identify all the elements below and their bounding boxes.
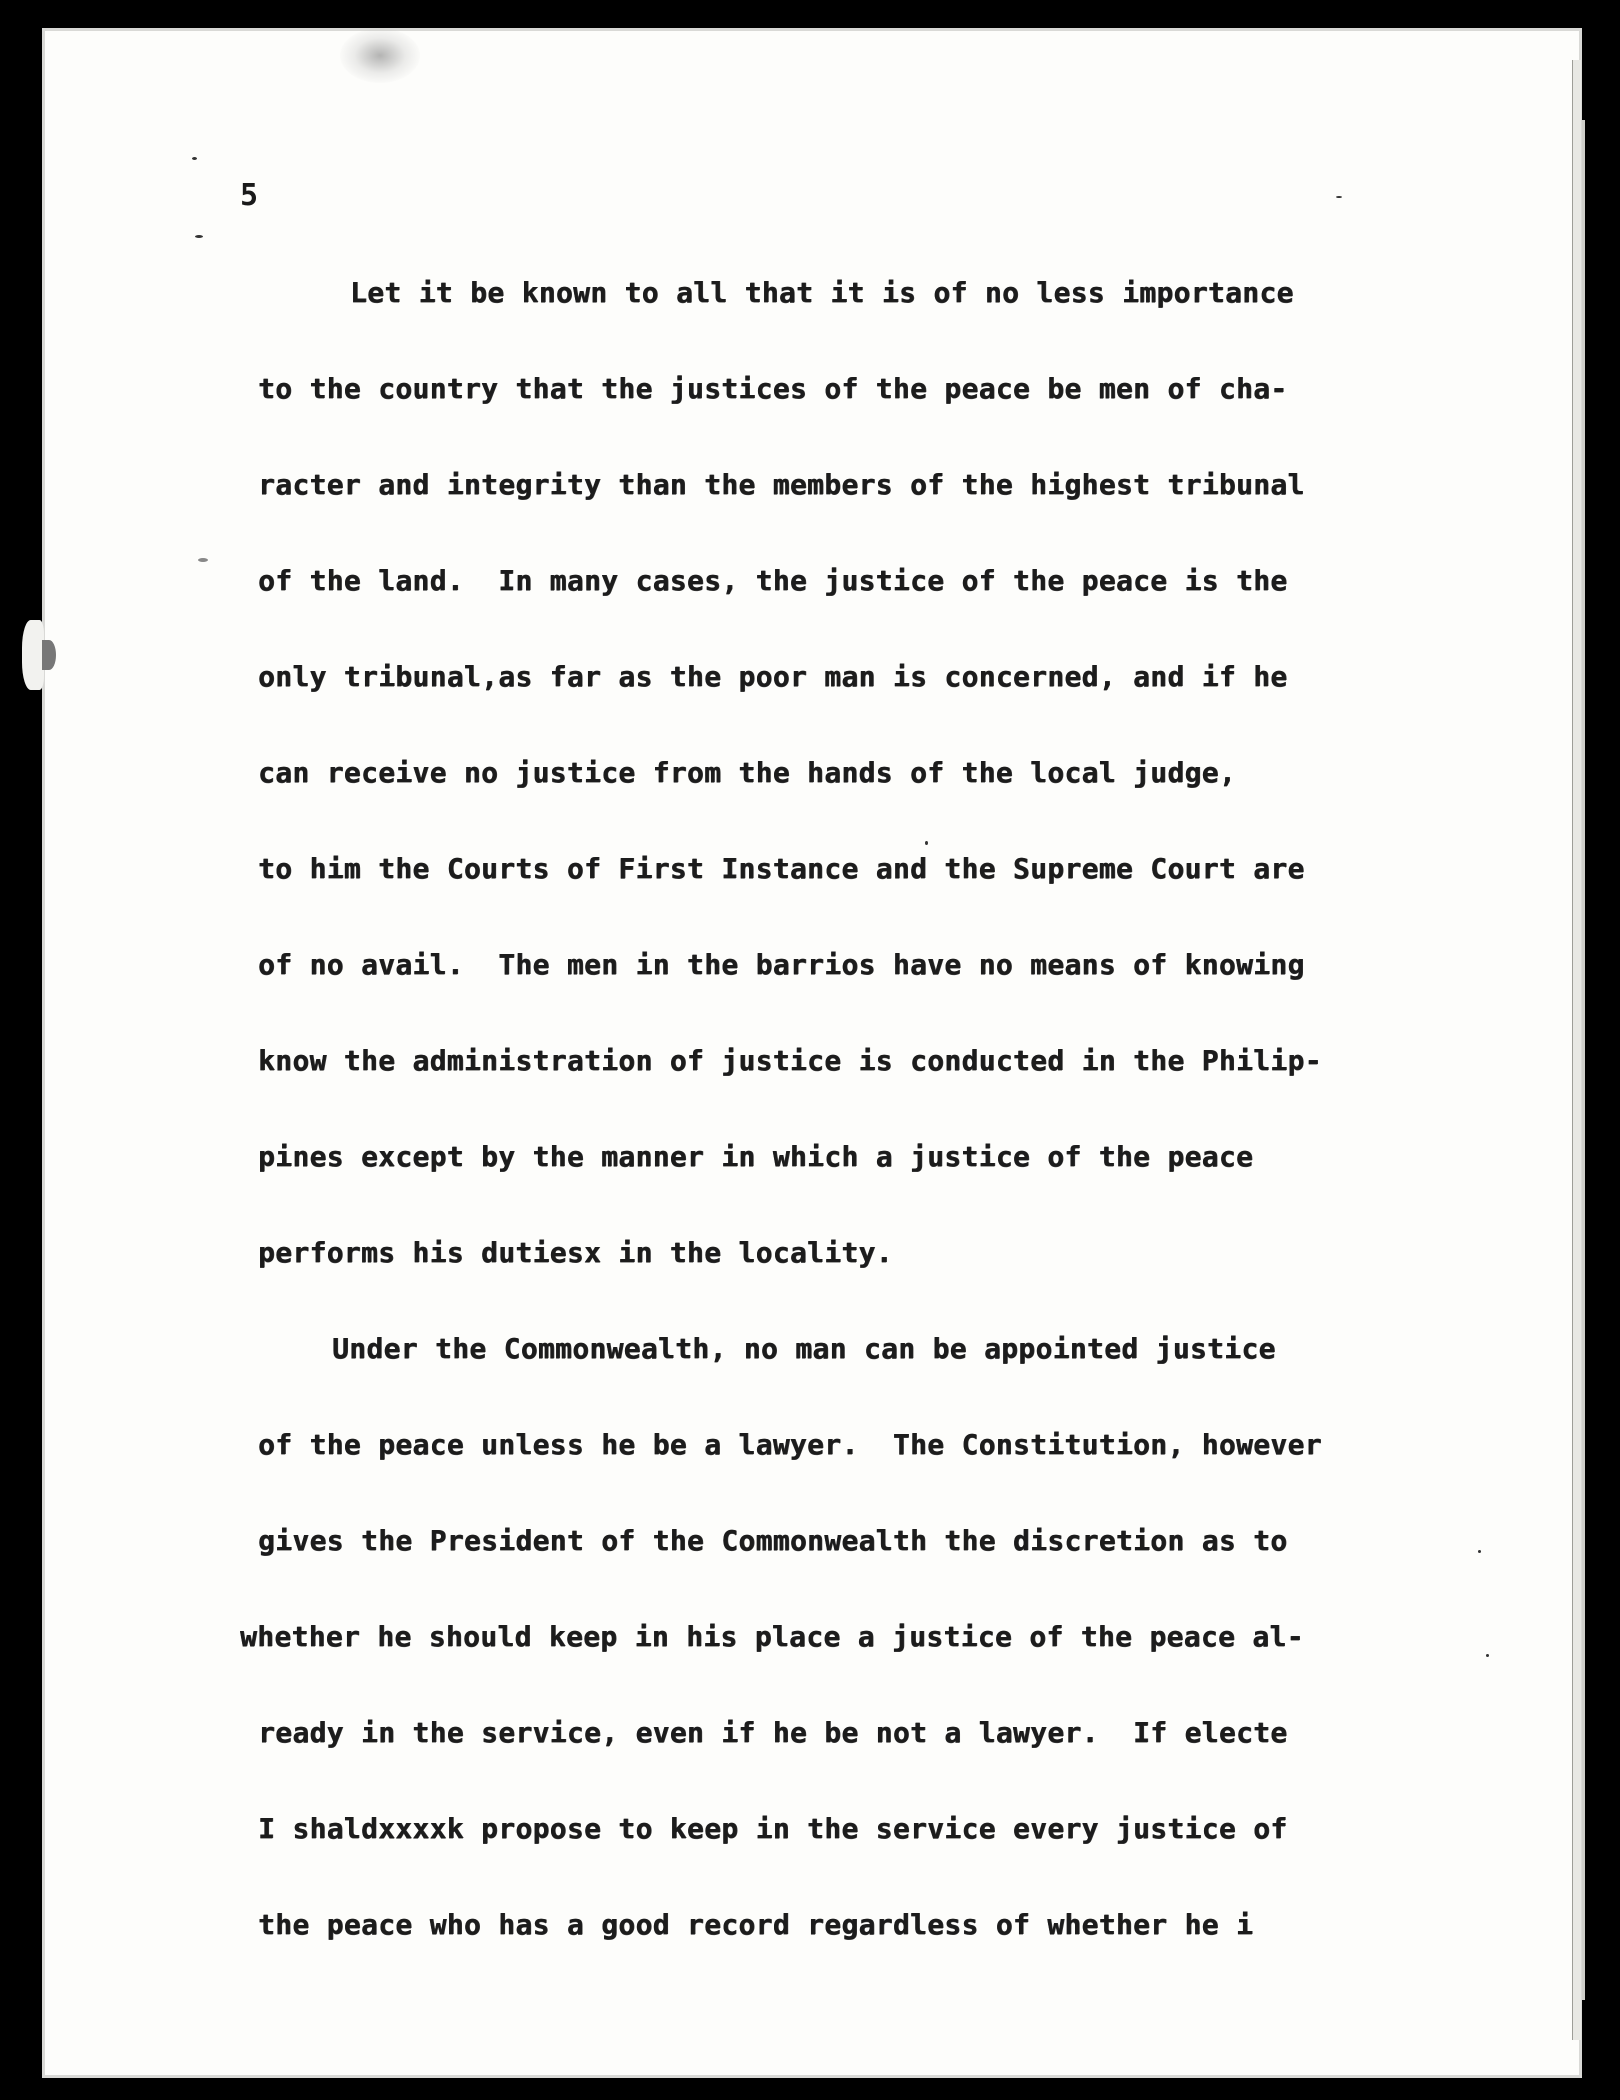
text-line: pines except by the manner in which a justice of the peace [258, 1140, 1254, 1173]
dust-speck [198, 558, 208, 562]
dust-speck [1478, 1550, 1481, 1553]
text-line: racter and integrity than the members of the highest tribunal [258, 468, 1305, 501]
text-line: I shaldxxxxk propose to keep in the service every justice of [258, 1812, 1288, 1845]
underlying-sheet-edge [1572, 60, 1581, 2040]
dust-speck [1486, 1654, 1489, 1657]
text-line: only tribunal,as far as the poor man is concerned, and if he [258, 660, 1288, 693]
dust-speck [1336, 196, 1342, 198]
ink-smudge [340, 28, 420, 83]
dust-speck [195, 235, 203, 238]
text-line: performs his dutiesx in the locality. [258, 1236, 893, 1269]
text-line: to the country that the justices of the peace be men of cha- [258, 372, 1288, 405]
dust-speck [925, 841, 928, 845]
binding-shadow [42, 640, 56, 670]
underlying-sheet-edge-2 [1582, 120, 1585, 2000]
text-line: can receive no justice from the hands of the local judge, [258, 756, 1236, 789]
text-line: to him the Courts of First Instance and the Supreme Court are [258, 852, 1305, 885]
text-line: ready in the service, even if he be not a lawyer. If electe [258, 1716, 1288, 1749]
text-line: of the land. In many cases, the justice of the peace is the [258, 564, 1288, 597]
text-line: Let it be known to all that it is of no less importance [350, 276, 1294, 309]
text-line: of no avail. The men in the barrios have no means of knowing [258, 948, 1305, 981]
binding-tear [22, 620, 44, 690]
dust-speck [192, 157, 197, 160]
text-line: Under the Commonwealth, no man can be appointed justice [332, 1332, 1276, 1365]
text-line: whether he should keep in his place a justice of the peace al- [240, 1620, 1304, 1653]
text-line: the peace who has a good record regardless of whether he i [258, 1908, 1254, 1941]
text-line: gives the President of the Commonwealth the discretion as to [258, 1524, 1288, 1557]
text-line: of the peace unless he be a lawyer. The Constitution, however [258, 1428, 1322, 1461]
page-number: 5 [240, 178, 259, 213]
text-line: know the administration of justice is conducted in the Philip- [258, 1044, 1322, 1077]
